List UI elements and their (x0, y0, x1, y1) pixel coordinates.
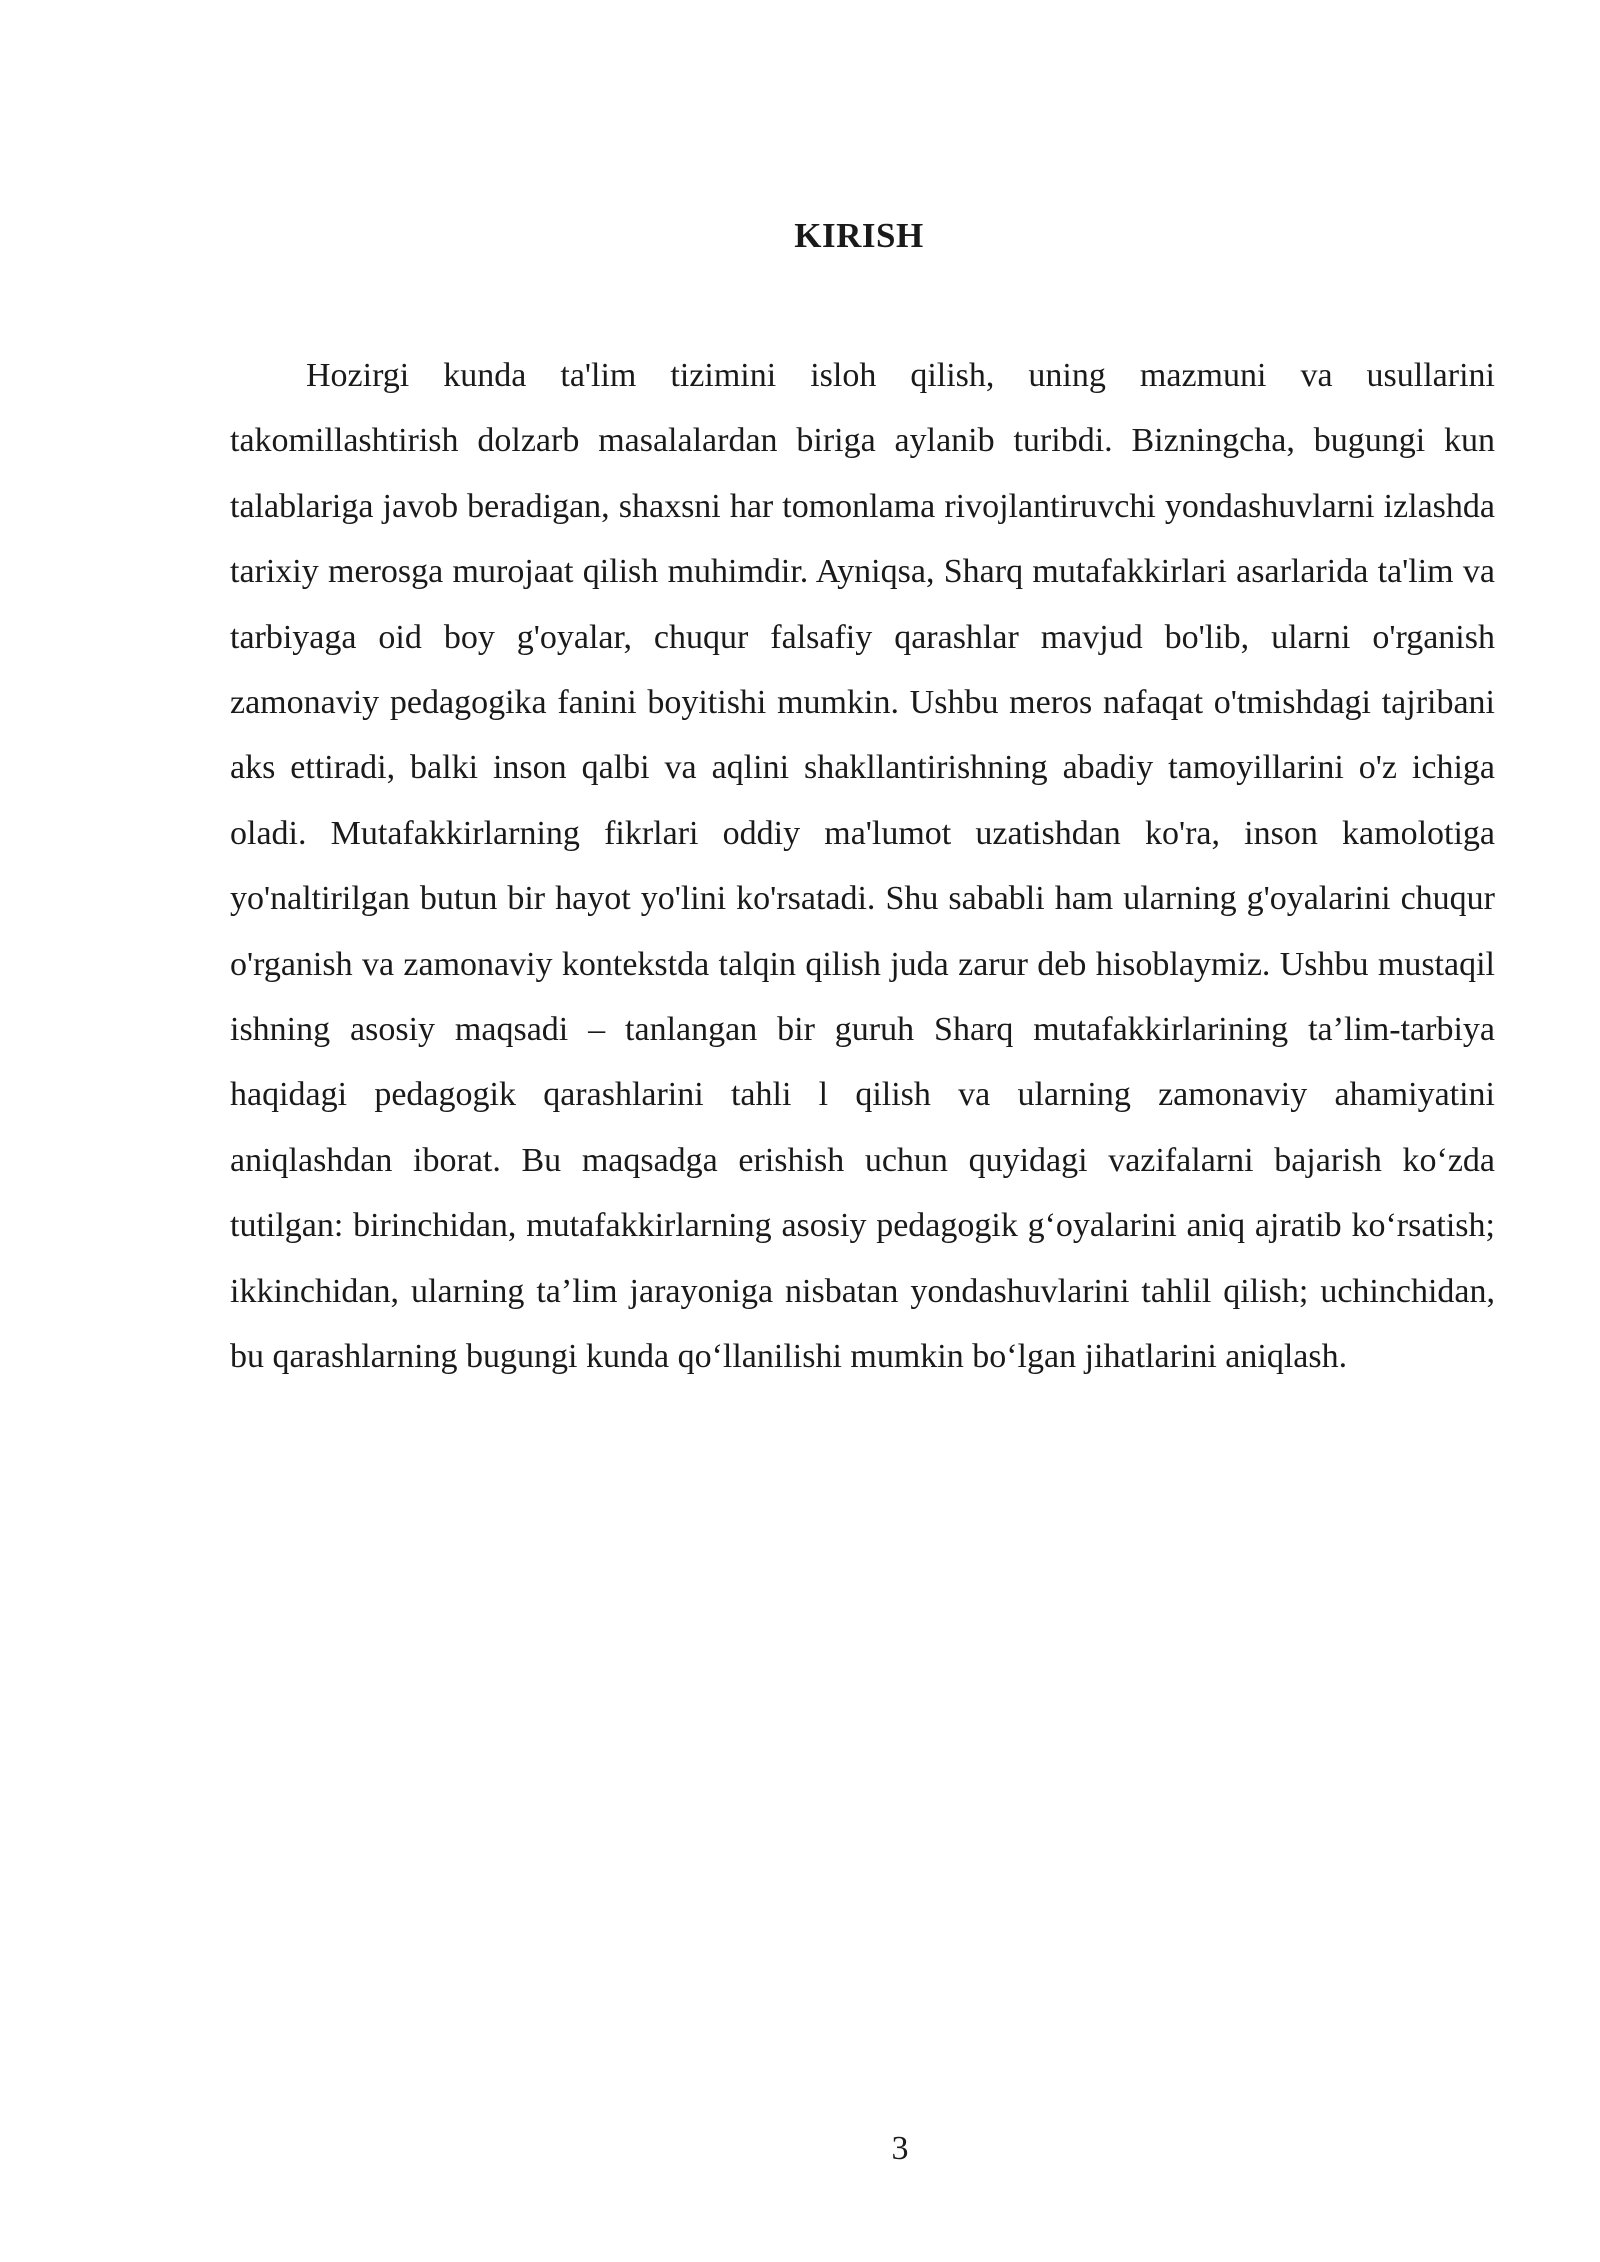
section-heading: KIRISH (794, 216, 924, 255)
page-number: 3 (891, 2130, 909, 2167)
body-paragraph: Hozirgi kunda ta'lim tizimini isloh qilish, uning mazmuni va usullarini takomillashtirish dolzarb masalalardan biriga aylanib turibdi. Bizningcha, bugungi kun talablariga javob beradigan, shaxsni har tomonlama rivojlantiruvchi yondashuvlarni izlashda tarixiy merosga murojaat qilish muhimdir. Ayniqsa, Sharq mutafakkirlari asarlarida ta'lim va tarbiyaga oid boy g'oyalar, chuqur falsafiy qarashlar mavjud bo'lib, ularni o'rganish zamonaviy pedagogika fanini boyitishi mumkin. Ushbu meros nafaqat o'tmishdagi tajribani aks ettiradi, balki inson qalbi va aqlini shakllantirishning abadiy tamoyillarini o'z ichiga oladi. Mutafakkirlarning fikrlari oddiy ma'lumot uzatishdan ko'ra, inson kamolotiga yo'naltirilgan butun bir hayot yo'lini ko'rsatadi. Shu sababli ham ularning g'oyalarini chuqur o'rganish va zamonaviy kontekstda talqin qilish juda zarur deb hisoblaymiz. Ushbu mustaqil ishning asosiy maqsadi – tanlangan bir guruh Sharq mutafakkirlarining ta’lim-tarbiya haqidagi pedagogik qarashlarini tahli l qilish va ularning zamonaviy ahamiyatini aniqlashdan iborat. Bu maqsadga erishish uchun quyidagi vazifalarni bajarish ko‘zda tutilgan: birinchidan, mutafakkirlarning asosiy pedagogik g‘oyalarini aniq ajratib ko‘rsatish; ikkinchidan, ularning ta’lim jarayoniga nisbatan yondashuvlarini tahlil qilish; uchinchidan, bu qarashlarning bugungi kunda qo‘llanilishi mumkin bo‘lgan jihatlarini aniqlash. (230, 357, 1495, 1376)
